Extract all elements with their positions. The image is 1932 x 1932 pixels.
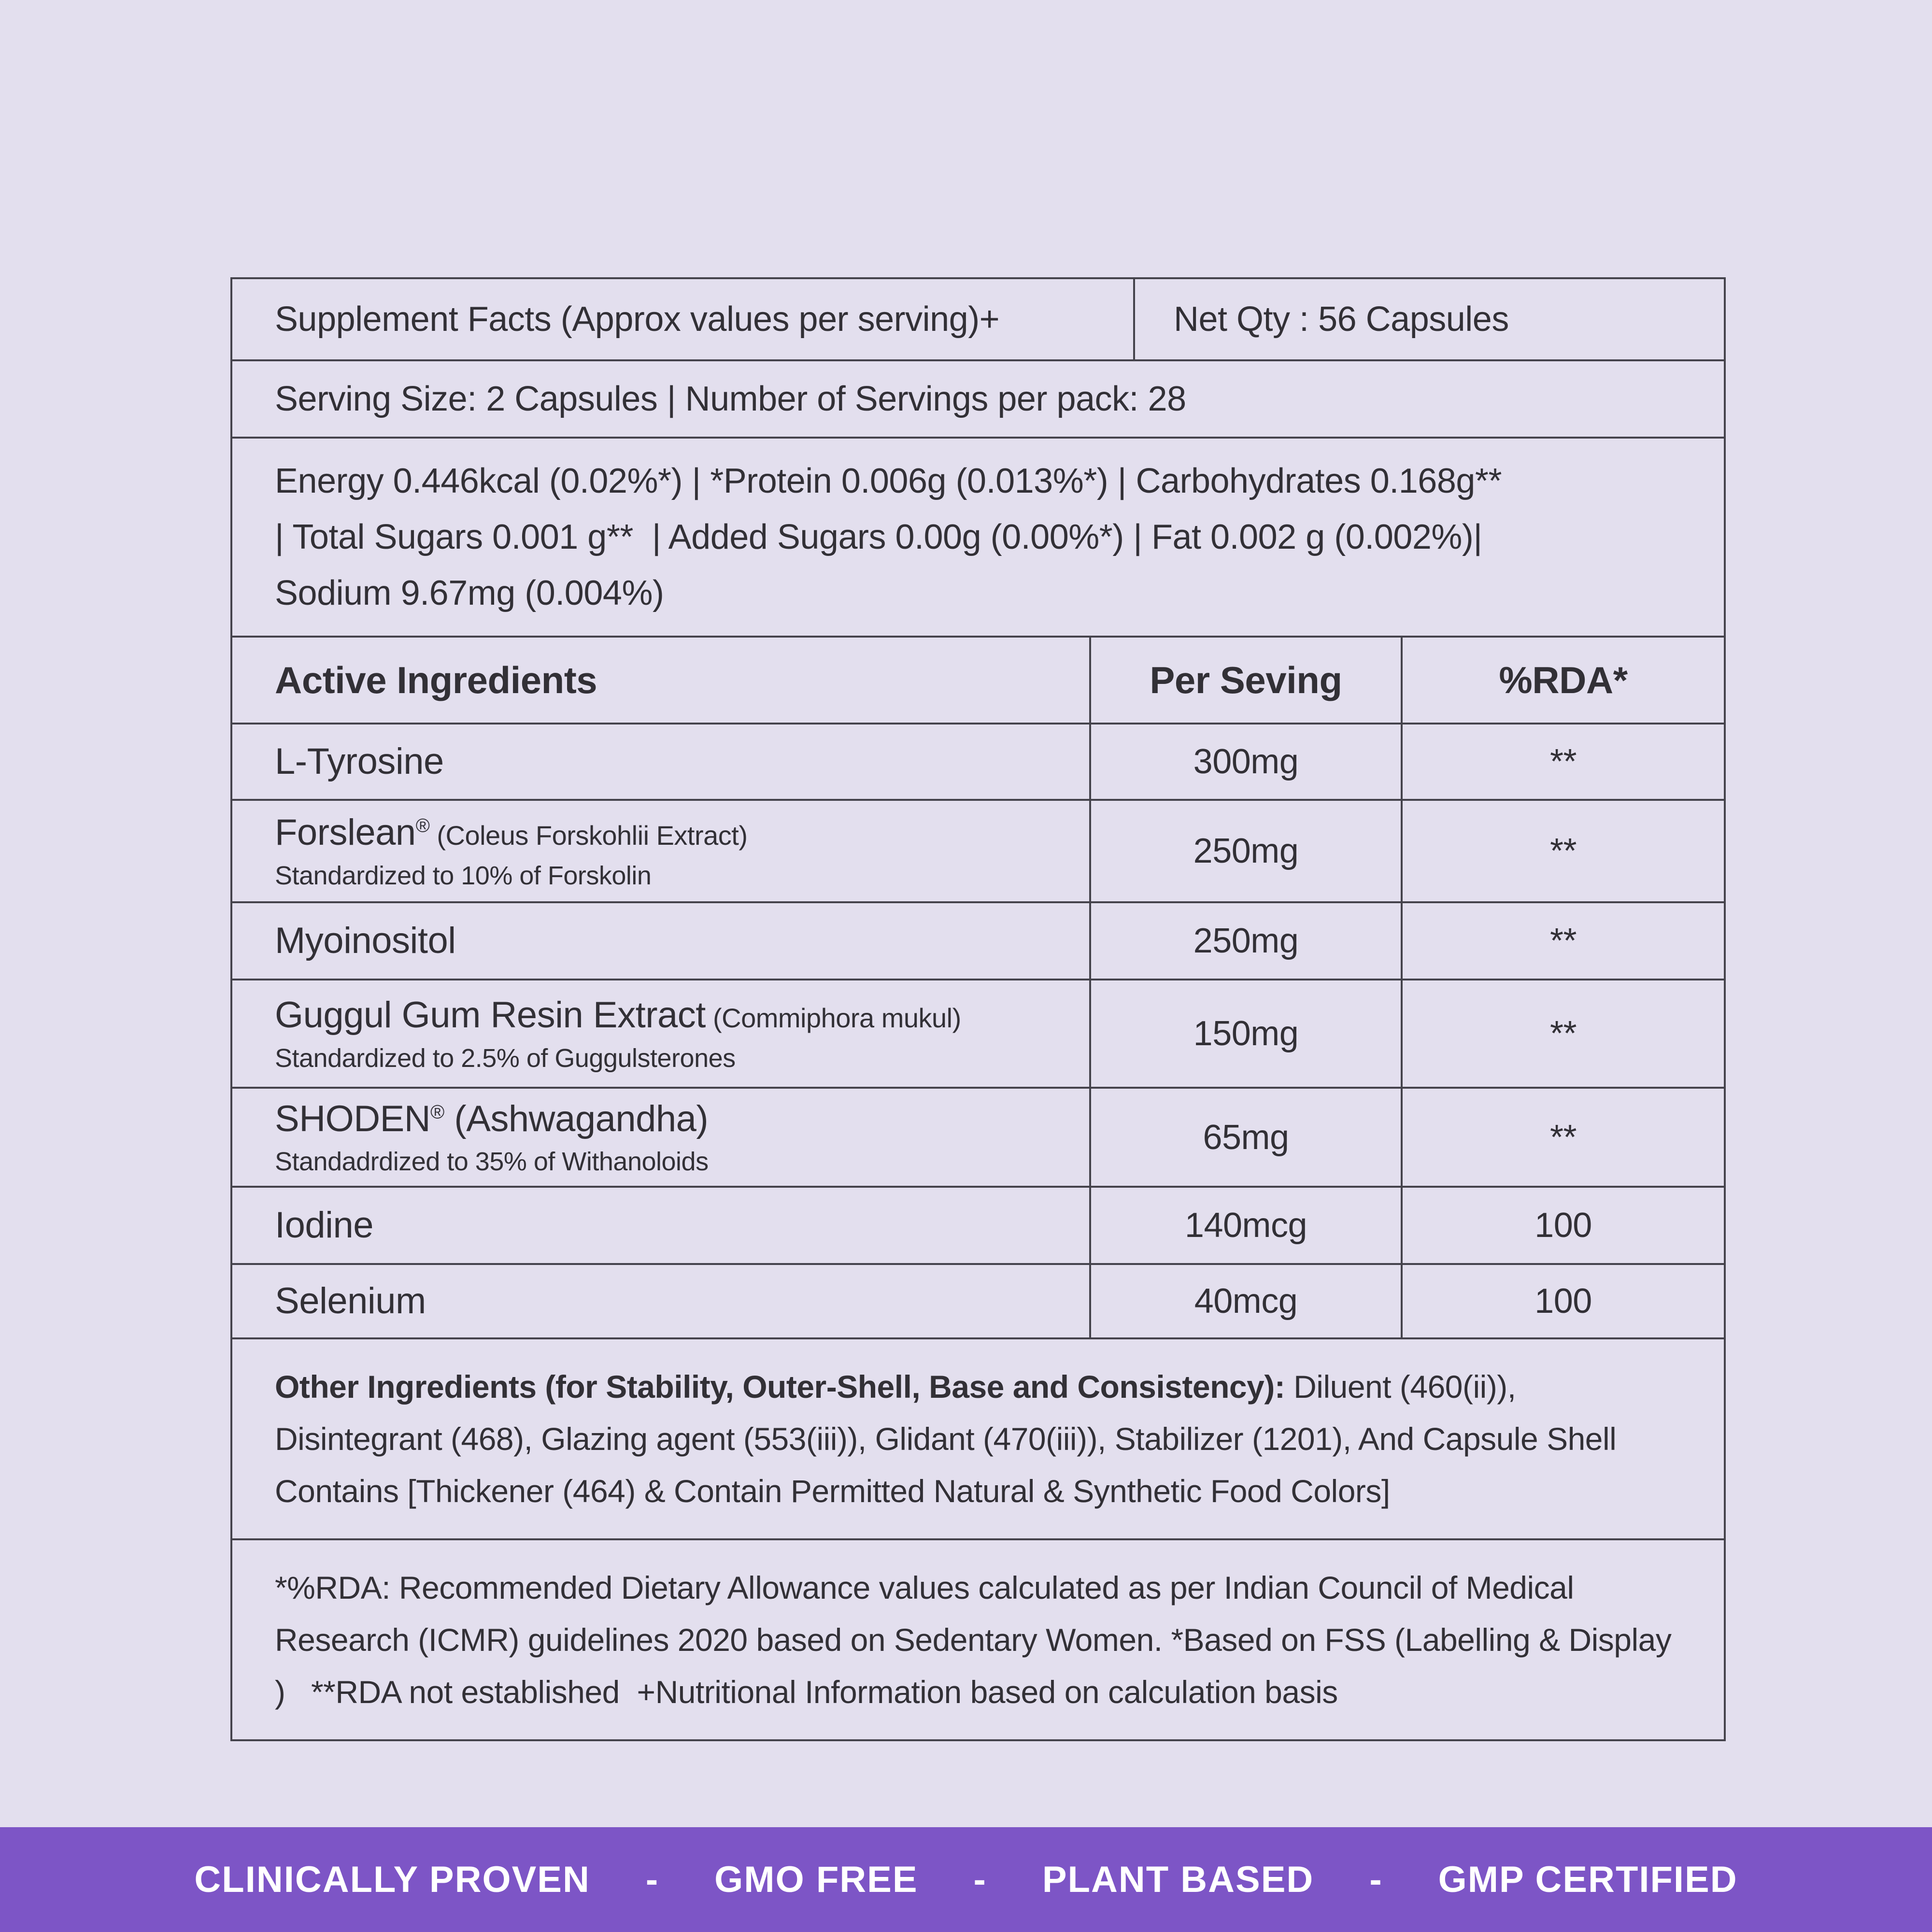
supplement-facts-table — [230, 277, 1726, 1741]
per-serving-value: 300mg — [1193, 742, 1299, 781]
per-serving-value: 250mg — [1193, 922, 1299, 960]
ingredient-name: Selenium — [275, 1280, 426, 1322]
ingredient-row — [232, 799, 1724, 901]
badge-gmp-certified: GMP CERTIFIED — [1438, 1859, 1738, 1900]
rda-value: 100 — [1534, 1206, 1592, 1245]
badge-clinically-proven: CLINICALLY PROVEN — [194, 1859, 590, 1900]
ingredient-name: Myoinositol — [275, 920, 456, 962]
nutrition-line-1: Energy 0.446kcal (0.02%*) | *Protein 0.006g (0.013%*) | Carbohydrates 0.168g** — [275, 462, 1502, 500]
ingredient-standardization: Standardized to 2.5% of Guggulsterones — [275, 1043, 736, 1073]
supplement-facts-title: Supplement Facts (Approx values per serving)+ — [232, 279, 1135, 359]
ingredient-name: Forslean® (Coleus Forskohlii Extract) — [275, 812, 748, 853]
ingredient-row — [232, 723, 1724, 799]
rda-value: ** — [1549, 1014, 1577, 1053]
rda-footnote-text: *%RDA: Recommended Dietary Allowance values calculated as per Indian Council of Medical Research (ICMR) guidelines 2020 based on Sedentary Women. *Based on FSS (Labelling & Display ) **RDA not established +Nutritional Information based on calculation basis — [275, 1570, 1680, 1710]
column-header-active-ingredients: Active Ingredients — [232, 638, 1091, 723]
ingredient-standardization: Standadrdized to 35% of Withanoloids — [275, 1147, 709, 1177]
serving-size-row — [232, 359, 1724, 437]
ingredient-name: Iodine — [275, 1205, 374, 1246]
rda-value: ** — [1549, 922, 1577, 960]
badge-plant-based: PLANT BASED — [1042, 1859, 1314, 1900]
ingredient-name: SHODEN® (Ashwagandha) — [275, 1098, 709, 1139]
title-row — [232, 279, 1724, 359]
badge-separator: - — [645, 1859, 659, 1900]
ingredient-row — [232, 979, 1724, 1087]
per-serving-value: 65mg — [1203, 1118, 1289, 1157]
other-ingredients-row — [232, 1337, 1724, 1538]
badge-separator: - — [1369, 1859, 1383, 1900]
net-qty: Net Qty : 56 Capsules — [1174, 300, 1509, 339]
serving-size-text: Serving Size: 2 Capsules | Number of Servings per pack: 28 — [275, 380, 1186, 418]
column-header-rda: %RDA* — [1499, 658, 1628, 701]
nutrition-line-2: | Total Sugars 0.001 g** | Added Sugars 0.00g (0.00%*) | Fat 0.002 g (0.002%)| — [275, 518, 1482, 556]
other-ingredients-text: Other Ingredients (for Stability, Outer-Shell, Base and Consistency): Diluent (460(ii)), Disintegrant (468), Glazing agent (553(iii)), Glidant (470(iii)), Stabilizer (1201), And Capsule Shell Contains [Thickener (464) & Contain Permitted Natural & Synthetic Food Colors] — [275, 1369, 1625, 1509]
footer-bar — [0, 1827, 1932, 1932]
rda-value: ** — [1549, 832, 1577, 870]
ingredient-row — [232, 901, 1724, 979]
per-serving-value: 140mcg — [1184, 1206, 1307, 1245]
badge-gmo-free: GMO FREE — [714, 1859, 918, 1900]
ingredient-row — [232, 1263, 1724, 1337]
ingredient-name: Guggul Gum Resin Extract (Commiphora mukul) — [275, 994, 961, 1036]
column-header-row — [232, 636, 1724, 723]
per-serving-value: 150mg — [1193, 1014, 1299, 1053]
ingredient-row — [232, 1186, 1724, 1263]
per-serving-value: 40mcg — [1194, 1282, 1298, 1321]
per-serving-value: 250mg — [1193, 832, 1299, 870]
rda-value: ** — [1549, 742, 1577, 781]
ingredient-standardization: Standardized to 10% of Forskolin — [275, 861, 652, 890]
rda-footnote-row — [232, 1538, 1724, 1739]
badge-separator: - — [973, 1859, 987, 1900]
nutrition-line-3: Sodium 9.67mg (0.004%) — [275, 574, 664, 612]
ingredient-row — [232, 1087, 1724, 1186]
rda-value: 100 — [1534, 1282, 1592, 1321]
rda-value: ** — [1549, 1118, 1577, 1157]
ingredient-name: L-Tyrosine — [275, 741, 444, 782]
column-header-per-serving: Per Seving — [1091, 638, 1403, 723]
nutrition-summary-row — [232, 437, 1724, 636]
